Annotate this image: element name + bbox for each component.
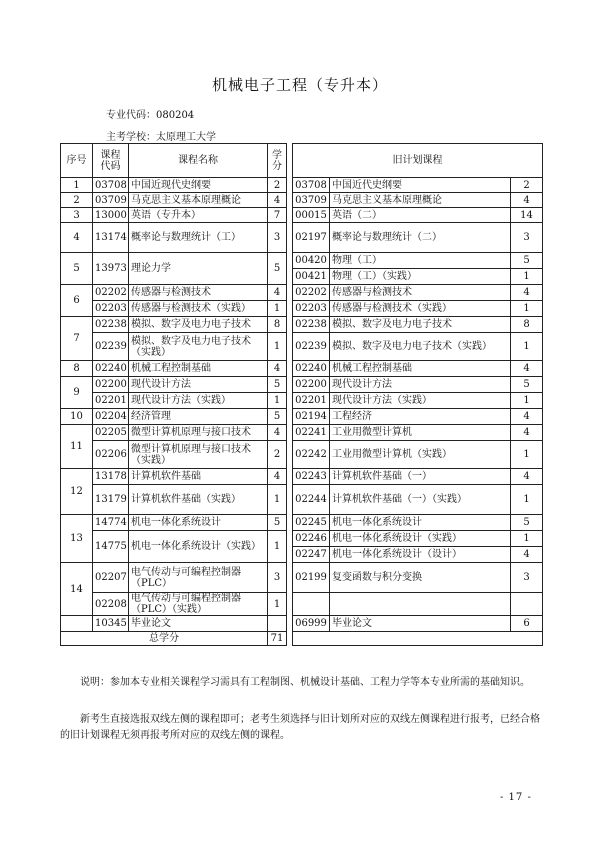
row-seq: 2 <box>61 193 93 208</box>
course-code: 02238 <box>93 317 129 333</box>
course-name: 微型计算机原理与接口技术 <box>129 425 268 441</box>
table-row <box>61 393 543 409</box>
row-seq: 3 <box>61 208 93 223</box>
old-course-code: 00015 <box>293 208 330 223</box>
table-row <box>61 563 543 593</box>
table-row <box>61 317 543 333</box>
old-course-code: 02202 <box>293 285 330 301</box>
row-seq: 9 <box>61 377 93 409</box>
table-row <box>61 208 543 223</box>
course-code: 02240 <box>93 361 129 377</box>
old-course-credit: 1 <box>511 269 543 285</box>
header-seq: 序号 <box>61 144 93 178</box>
row-seq: 6 <box>61 285 93 317</box>
old-course-code: 00420 <box>293 253 330 269</box>
course-credit <box>268 616 287 632</box>
course-credit: 1 <box>268 593 287 616</box>
table-row <box>61 377 543 393</box>
course-credit: 5 <box>268 253 287 285</box>
course-code: 02204 <box>93 409 129 425</box>
row-seq: 1 <box>61 178 93 193</box>
row-seq: 8 <box>61 361 93 377</box>
note-prerequisites: 说明：参加本专业相关课程学习需具有工程制图、机械设计基础、工程力学等本专业所需的基础知识。 <box>80 677 530 688</box>
table-row <box>61 593 543 616</box>
old-course-credit: 1 <box>511 301 543 317</box>
table-row <box>61 485 543 515</box>
course-name: 模拟、数字及电力电子技术（实践） <box>129 333 268 361</box>
course-credit: 3 <box>268 563 287 593</box>
old-course-name: 物理（工）（实践） <box>330 269 511 285</box>
old-course-name: 机电一体化系统设计（设计） <box>330 547 511 563</box>
total-credits: 71 <box>268 632 287 646</box>
course-name: 计算机软件基础 <box>129 469 268 485</box>
old-course-credit: 1 <box>511 393 543 409</box>
table-row <box>61 361 543 377</box>
total-row <box>61 632 543 646</box>
course-code: 13000 <box>93 208 129 223</box>
old-course-credit: 4 <box>511 469 543 485</box>
old-course-name: 物理（工） <box>330 253 511 269</box>
note-registration: 新考生直接选报双线左侧的课程即可；老考生须选择与旧计划所对应的双线左侧课程进行报考，已经合格的旧计划课程无须再报考所对应的双线左侧的课程。 <box>60 714 540 741</box>
old-course-name: 马克思主义基本原理概论 <box>330 193 511 208</box>
course-code: 13179 <box>93 485 129 515</box>
course-table <box>60 143 543 646</box>
course-credit: 5 <box>268 515 287 531</box>
old-course-credit: 1 <box>511 485 543 515</box>
major-code: 专业代码：080204 <box>106 110 195 121</box>
old-course-name: 机电一体化系统设计 <box>330 515 511 531</box>
old-course-credit: 3 <box>511 223 543 253</box>
old-course-credit: 5 <box>511 253 543 269</box>
old-course-credit: 3 <box>511 563 543 593</box>
header-name: 课程名称 <box>129 144 268 178</box>
old-course-credit: 1 <box>511 333 543 361</box>
table-row <box>61 469 543 485</box>
row-seq: 10 <box>61 409 93 425</box>
old-course-credit: 5 <box>511 377 543 393</box>
course-name: 电气传动与可编程控制器（PLC）（实践） <box>129 593 268 616</box>
course-credit: 4 <box>268 425 287 441</box>
course-credit: 1 <box>268 531 287 563</box>
exam-school: 主考学校：太原理工大学 <box>106 132 216 143</box>
table-row <box>61 333 543 361</box>
course-code: 02239 <box>93 333 129 361</box>
old-course-code: 02244 <box>293 485 330 515</box>
course-name: 机电一体化系统设计（实践） <box>129 531 268 563</box>
old-course-credit: 1 <box>511 441 543 469</box>
old-course-code: 02247 <box>293 547 330 563</box>
header-credit: 学 分 <box>268 144 287 178</box>
old-course-name: 工业用微型计算机（实践） <box>330 441 511 469</box>
course-name: 机电一体化系统设计 <box>129 515 268 531</box>
course-credit: 1 <box>268 301 287 317</box>
row-seq: 12 <box>61 469 93 515</box>
old-course-code: 02203 <box>293 301 330 317</box>
page-title: 机械电子工程（专升本） <box>211 76 388 94</box>
course-credit: 3 <box>268 223 287 253</box>
old-course-code: 00421 <box>293 269 330 285</box>
old-course-name: 现代设计方法 <box>330 377 511 393</box>
course-name: 传感器与检测技术 <box>129 285 268 301</box>
old-course-credit: 6 <box>511 616 543 632</box>
old-course-credit: 4 <box>511 193 543 208</box>
row-seq: 13 <box>61 515 93 563</box>
course-code: 02208 <box>93 593 129 616</box>
old-course-code: 02194 <box>293 409 330 425</box>
total-label: 总学分 <box>61 632 268 646</box>
table-row <box>61 285 543 301</box>
old-course-code: 02201 <box>293 393 330 409</box>
course-code: 14774 <box>93 515 129 531</box>
course-code: 02201 <box>93 393 129 409</box>
old-course-code: 02239 <box>293 333 330 361</box>
row-seq: 4 <box>61 223 93 253</box>
course-credit: 2 <box>268 441 287 469</box>
course-credit: 7 <box>268 208 287 223</box>
old-course-code: 02197 <box>293 223 330 253</box>
course-name: 电气传动与可编程控制器（PLC） <box>129 563 268 593</box>
page-number: - 17 - <box>500 792 532 803</box>
old-course-code: 02241 <box>293 425 330 441</box>
table-row <box>61 616 543 632</box>
old-course-code: 02245 <box>293 515 330 531</box>
old-course-code: 02246 <box>293 531 330 547</box>
course-credit: 4 <box>268 361 287 377</box>
row-seq: 14 <box>61 563 93 616</box>
course-name: 理论力学 <box>129 253 268 285</box>
table-row <box>61 178 543 193</box>
course-name: 英语（专升本） <box>129 208 268 223</box>
old-course-credit: 1 <box>511 531 543 547</box>
table-row <box>61 301 543 317</box>
table-row <box>61 253 543 269</box>
table-row <box>61 531 543 547</box>
course-code: 02206 <box>93 441 129 469</box>
old-course-credit <box>511 593 543 616</box>
old-course-name <box>330 593 511 616</box>
course-code: 14775 <box>93 531 129 563</box>
course-credit: 8 <box>268 317 287 333</box>
table-row <box>61 441 543 469</box>
course-code: 03708 <box>93 178 129 193</box>
old-course-credit: 14 <box>511 208 543 223</box>
table-row <box>61 409 543 425</box>
course-code: 03709 <box>93 193 129 208</box>
course-credit: 2 <box>268 178 287 193</box>
old-course-name: 机电一体化系统设计（实践） <box>330 531 511 547</box>
course-credit: 1 <box>268 485 287 515</box>
course-name: 微型计算机原理与接口技术（实践） <box>129 441 268 469</box>
old-course-code: 02200 <box>293 377 330 393</box>
old-course-name: 毕业论文 <box>330 616 511 632</box>
course-credit: 4 <box>268 285 287 301</box>
old-course-code: 02238 <box>293 317 330 333</box>
old-course-name: 机械工程控制基础 <box>330 361 511 377</box>
old-course-name: 现代设计方法（实践） <box>330 393 511 409</box>
old-course-code: 06999 <box>293 616 330 632</box>
course-credit: 4 <box>268 193 287 208</box>
old-course-code: 02199 <box>293 563 330 593</box>
old-course-credit: 2 <box>511 178 543 193</box>
course-credit: 1 <box>268 393 287 409</box>
table-row <box>61 425 543 441</box>
course-code: 13973 <box>93 253 129 285</box>
old-course-name: 中国近代史纲要 <box>330 178 511 193</box>
old-course-code: 03709 <box>293 193 330 208</box>
row-seq: 11 <box>61 425 93 469</box>
old-course-credit: 4 <box>511 409 543 425</box>
course-name: 中国近现代史纲要 <box>129 178 268 193</box>
old-course-credit: 4 <box>511 547 543 563</box>
old-course-name: 模拟、数字及电力电子技术 <box>330 317 511 333</box>
course-name: 现代设计方法 <box>129 377 268 393</box>
course-code: 02200 <box>93 377 129 393</box>
course-code: 02203 <box>93 301 129 317</box>
course-name: 经济管理 <box>129 409 268 425</box>
old-course-code: 02243 <box>293 469 330 485</box>
course-name: 现代设计方法（实践） <box>129 393 268 409</box>
old-course-code: 03708 <box>293 178 330 193</box>
course-credit: 5 <box>268 377 287 393</box>
old-course-name: 概率论与数理统计（二） <box>330 223 511 253</box>
course-code: 10345 <box>93 616 129 632</box>
old-course-name: 传感器与检测技术 <box>330 285 511 301</box>
row-seq: 5 <box>61 253 93 285</box>
table-header-row <box>61 144 543 178</box>
course-name: 传感器与检测技术（实践） <box>129 301 268 317</box>
course-credit: 4 <box>268 469 287 485</box>
old-course-name: 传感器与检测技术（实践） <box>330 301 511 317</box>
table-row <box>61 193 543 208</box>
old-course-name: 工业用微型计算机 <box>330 425 511 441</box>
total-empty <box>293 632 543 646</box>
old-course-credit: 5 <box>511 515 543 531</box>
course-name: 计算机软件基础（实践） <box>129 485 268 515</box>
table-row <box>61 515 543 531</box>
course-credit: 5 <box>268 409 287 425</box>
old-course-name: 复变函数与积分变换 <box>330 563 511 593</box>
course-credit: 1 <box>268 333 287 361</box>
course-code: 02202 <box>93 285 129 301</box>
course-name: 机械工程控制基础 <box>129 361 268 377</box>
old-course-credit: 8 <box>511 317 543 333</box>
course-name: 马克思主义基本原理概论 <box>129 193 268 208</box>
course-name: 概率论与数理统计（工） <box>129 223 268 253</box>
old-course-name: 计算机软件基础（一） <box>330 469 511 485</box>
course-code: 02207 <box>93 563 129 593</box>
old-course-code <box>293 593 330 616</box>
old-course-name: 英语（二） <box>330 208 511 223</box>
old-course-credit: 4 <box>511 425 543 441</box>
course-name: 模拟、数字及电力电子技术 <box>129 317 268 333</box>
old-course-code: 02240 <box>293 361 330 377</box>
old-course-name: 工程经济 <box>330 409 511 425</box>
old-course-name: 模拟、数字及电力电子技术（实践） <box>330 333 511 361</box>
course-code: 13178 <box>93 469 129 485</box>
old-course-credit: 4 <box>511 285 543 301</box>
header-old-plan: 旧计划课程 <box>293 144 543 178</box>
header-code: 课程 代码 <box>93 144 129 178</box>
row-seq <box>61 616 93 632</box>
course-name: 毕业论文 <box>129 616 268 632</box>
old-course-code: 02242 <box>293 441 330 469</box>
course-code: 13174 <box>93 223 129 253</box>
old-course-name: 计算机软件基础（一）（实践） <box>330 485 511 515</box>
old-course-credit: 4 <box>511 361 543 377</box>
table-row <box>61 223 543 253</box>
row-seq: 7 <box>61 317 93 361</box>
course-code: 02205 <box>93 425 129 441</box>
